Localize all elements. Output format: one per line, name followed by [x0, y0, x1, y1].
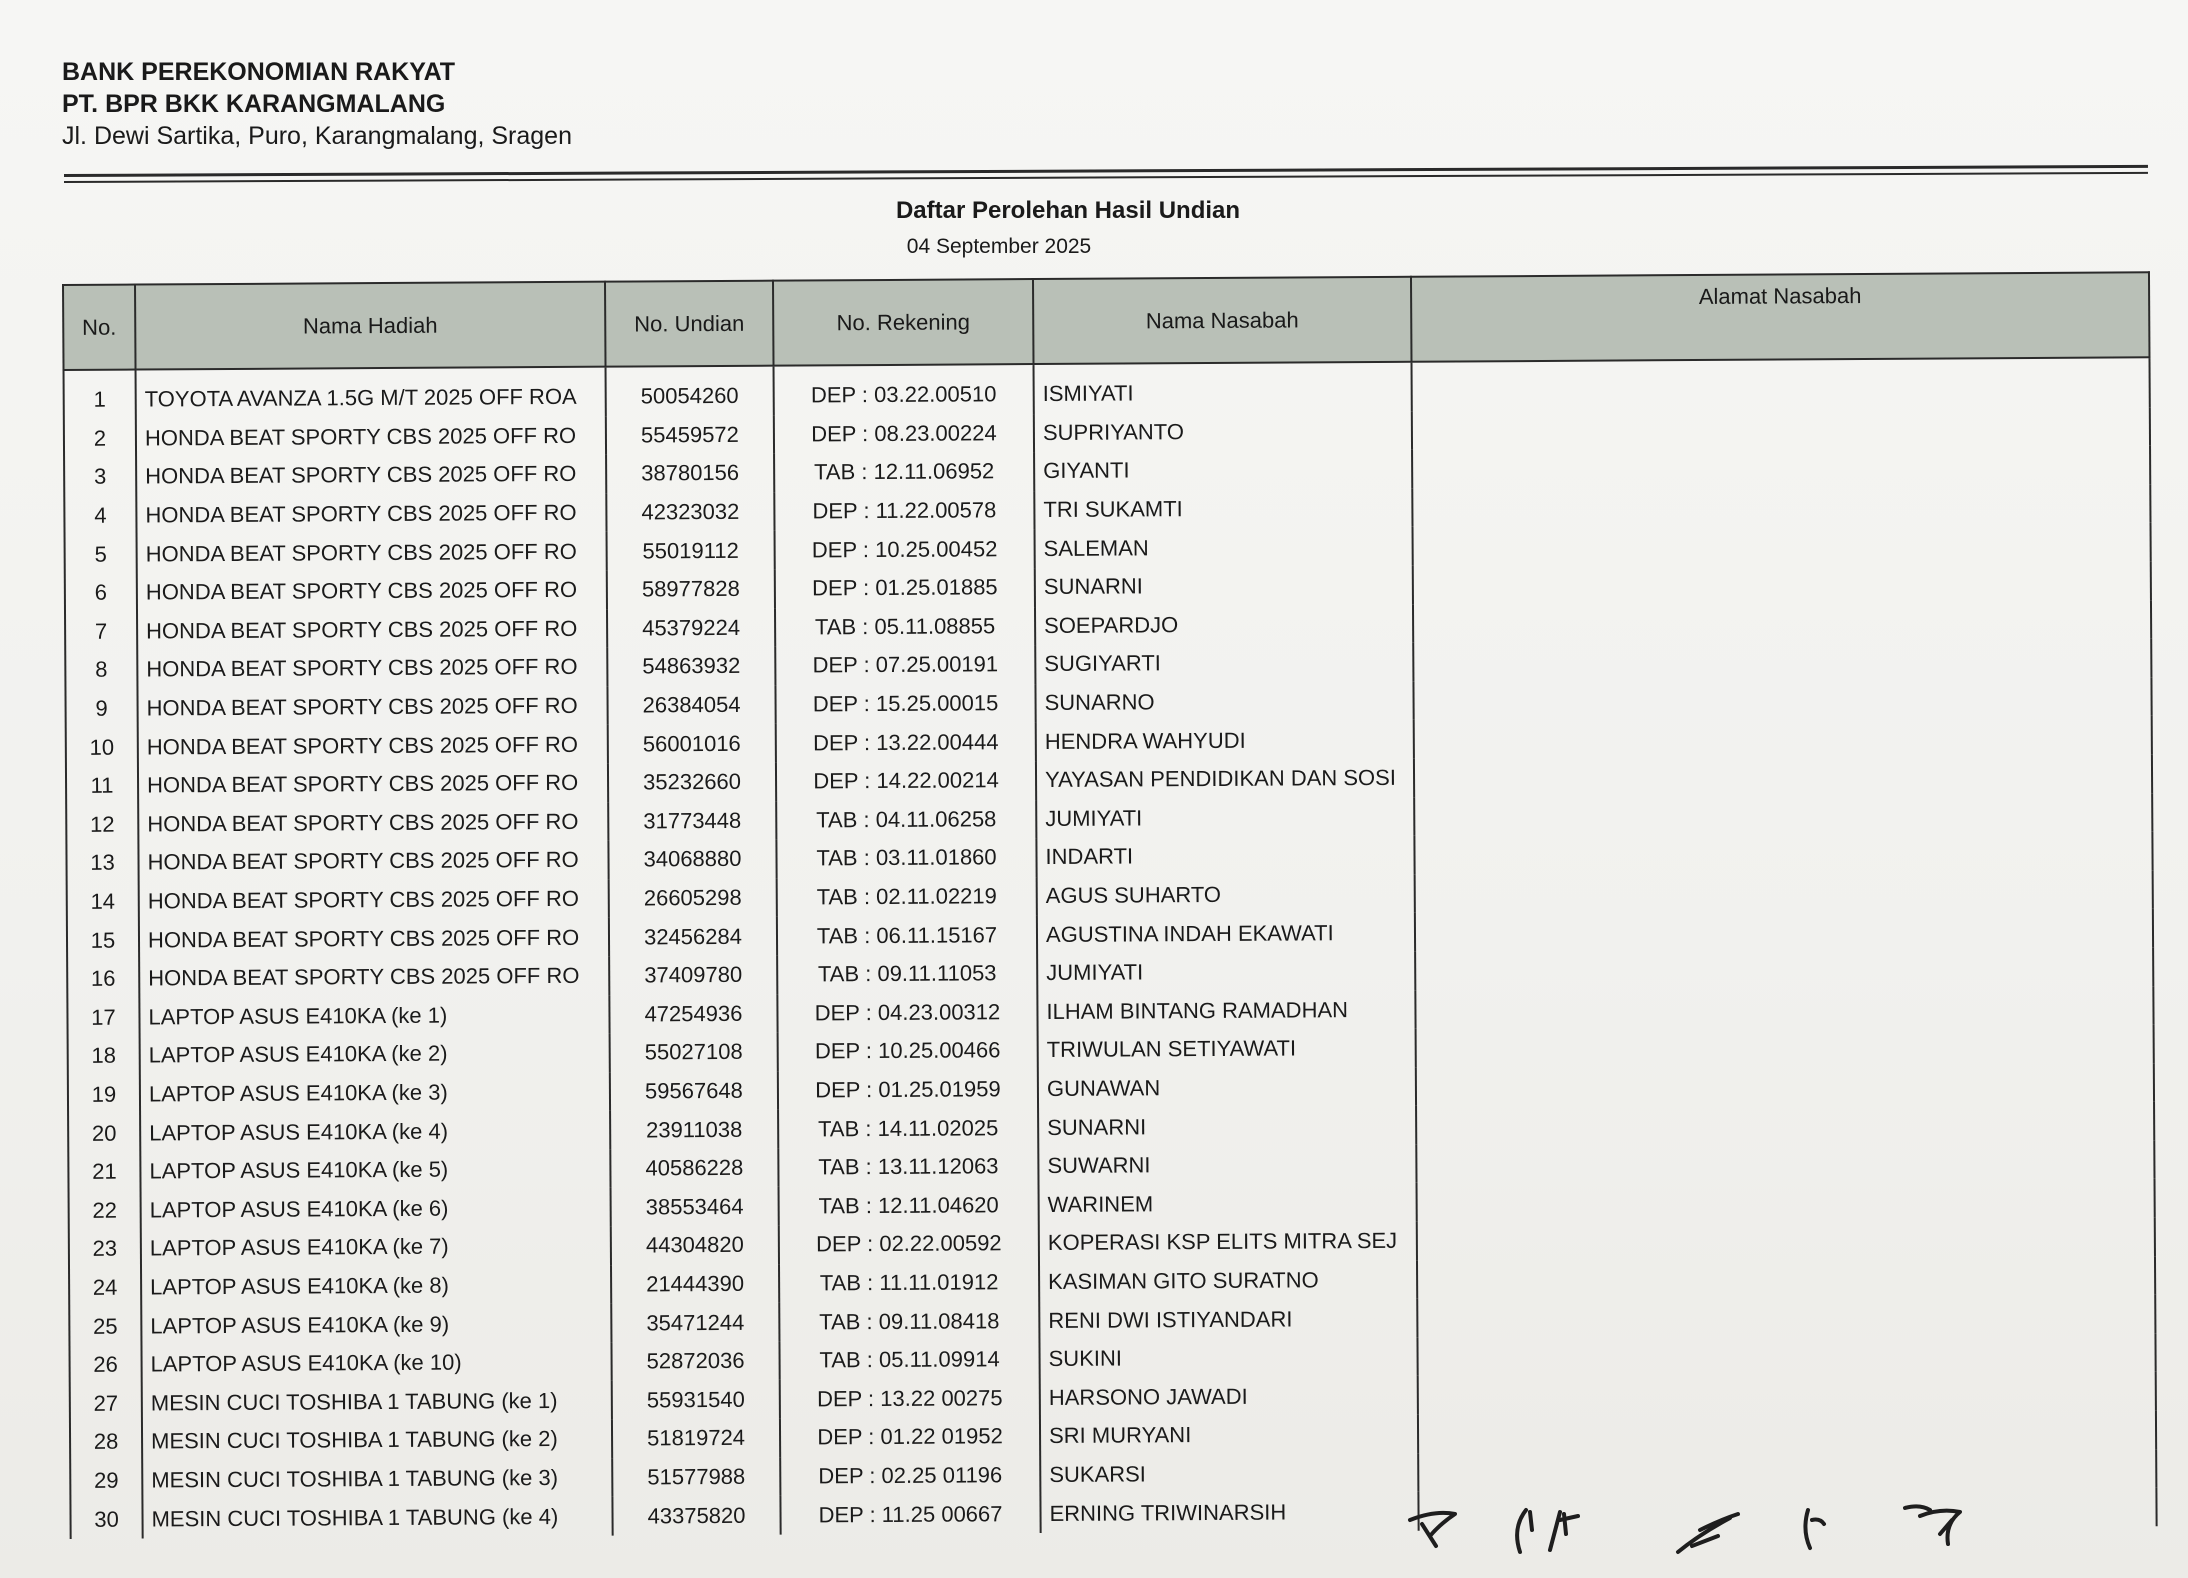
- customer-name: SUKINI: [1039, 1338, 1417, 1379]
- results-table: [62, 271, 2158, 1539]
- account-number: TAB : 03.11.01860: [776, 838, 1036, 878]
- prize-name: MESIN CUCI TOSHIBA 1 TABUNG (ke 3): [142, 1458, 612, 1499]
- customer-name: SUGIYARTI: [1035, 643, 1413, 684]
- header-account-number: No. Rekening: [773, 279, 1034, 366]
- row-number: 5: [65, 535, 137, 574]
- customer-name: SUNARNI: [1035, 566, 1413, 607]
- prize-name: LAPTOP ASUS E410KA (ke 4): [140, 1111, 610, 1152]
- account-number: TAB : 12.11.04620: [779, 1186, 1039, 1226]
- account-number: DEP : 02.22.00592: [779, 1224, 1039, 1264]
- company-address: Jl. Dewi Sartika, Puro, Karangmalang, Sragen: [62, 122, 572, 150]
- letterhead: [62, 56, 572, 152]
- prize-name: MESIN CUCI TOSHIBA 1 TABUNG (ke 2): [142, 1420, 612, 1461]
- header-draw-number: No. Undian: [605, 281, 774, 367]
- customer-address: [1417, 1217, 2155, 1260]
- draw-number: 35471244: [611, 1303, 779, 1343]
- prize-name: LAPTOP ASUS E410KA (ke 2): [140, 1034, 610, 1075]
- customer-name: AGUS SUHARTO: [1037, 874, 1415, 915]
- account-number: TAB : 05.11.09914: [779, 1340, 1039, 1380]
- prize-name: HONDA BEAT SPORTY CBS 2025 OFF RO: [136, 493, 606, 534]
- document-date: 04 September 2025: [906, 235, 1092, 258]
- prize-name: HONDA BEAT SPORTY CBS 2025 OFF RO: [138, 725, 608, 766]
- row-number: 22: [69, 1191, 141, 1230]
- customer-name: KASIMAN GITO SURATNO: [1039, 1260, 1417, 1301]
- account-number: TAB : 09.11.11053: [777, 954, 1037, 994]
- prize-name: LAPTOP ASUS E410KA (ke 6): [141, 1188, 611, 1229]
- header-no: No.: [63, 285, 136, 370]
- draw-number: 21444390: [611, 1264, 779, 1304]
- signature-mark-3: [1678, 1514, 1738, 1552]
- prize-name: HONDA BEAT SPORTY CBS 2025 OFF RO: [137, 571, 607, 612]
- draw-number: 34068880: [608, 840, 776, 880]
- prize-name: LAPTOP ASUS E410KA (ke 1): [139, 995, 609, 1036]
- prize-name: MESIN CUCI TOSHIBA 1 TABUNG (ke 4): [142, 1497, 612, 1538]
- row-number: 19: [68, 1075, 140, 1114]
- account-number: DEP : 02.25 01196: [780, 1456, 1040, 1496]
- draw-number: 58977828: [607, 570, 775, 610]
- account-number: TAB : 11.11.01912: [779, 1263, 1039, 1303]
- row-number: 15: [67, 921, 139, 960]
- draw-number: 26384054: [607, 685, 775, 725]
- prize-name: LAPTOP ASUS E410KA (ke 7): [141, 1227, 611, 1268]
- customer-name: ILHAM BINTANG RAMADHAN: [1037, 990, 1415, 1031]
- customer-name: TRI SUKAMTI: [1034, 489, 1412, 530]
- customer-name: GIYANTI: [1034, 450, 1412, 491]
- draw-number: 40586228: [610, 1149, 778, 1189]
- customer-address: [1416, 1024, 2154, 1067]
- prize-name: HONDA BEAT SPORTY CBS 2025 OFF RO: [137, 532, 607, 573]
- row-number: 6: [65, 574, 137, 613]
- document-title: Daftar Perolehan Hasil Undian: [895, 197, 1241, 224]
- account-number: DEP : 11.25 00667: [780, 1494, 1040, 1534]
- customer-address: [1417, 1256, 2155, 1299]
- row-number: 1: [64, 370, 136, 420]
- prize-name: TOYOTA AVANZA 1.5G M/T 2025 OFF ROA: [136, 367, 606, 419]
- draw-number: 23911038: [610, 1110, 778, 1150]
- signature-initials: [1400, 1490, 2020, 1570]
- account-number: TAB : 12.11.06952: [774, 452, 1034, 492]
- account-number: DEP : 08.23.00224: [774, 414, 1034, 454]
- customer-name: JUMIYATI: [1037, 952, 1415, 993]
- customer-address: [1417, 1179, 2155, 1222]
- prize-name: HONDA BEAT SPORTY CBS 2025 OFF RO: [137, 609, 607, 650]
- prize-name: LAPTOP ASUS E410KA (ke 3): [140, 1072, 610, 1113]
- customer-address: [1417, 1333, 2155, 1376]
- account-number: DEP : 01.25.01885: [775, 568, 1035, 608]
- prize-name: MESIN CUCI TOSHIBA 1 TABUNG (ke 1): [142, 1381, 612, 1422]
- customer-name: SUKARSI: [1040, 1453, 1418, 1494]
- account-number: DEP : 01.22 01952: [780, 1417, 1040, 1457]
- prize-name: LAPTOP ASUS E410KA (ke 5): [140, 1150, 610, 1191]
- header-customer-name: Nama Nasabah: [1033, 277, 1412, 364]
- prize-name: HONDA BEAT SPORTY CBS 2025 OFF RO: [137, 648, 607, 689]
- customer-name: ERNING TRIWINARSIH: [1040, 1492, 1418, 1533]
- row-number: 25: [69, 1307, 141, 1346]
- draw-number: 42323032: [606, 492, 774, 532]
- prize-name: HONDA BEAT SPORTY CBS 2025 OFF RO: [139, 957, 609, 998]
- customer-name: SALEMAN: [1035, 527, 1413, 568]
- customer-address: [1418, 1372, 2156, 1415]
- draw-number: 50054260: [606, 366, 774, 417]
- customer-name: SUNARNI: [1038, 1106, 1416, 1147]
- account-number: DEP : 07.25.00191: [775, 645, 1035, 685]
- signature-mark-1: [1410, 1513, 1455, 1546]
- customer-address: [1416, 1063, 2154, 1106]
- customer-address: [1413, 561, 2151, 604]
- customer-name: WARINEM: [1039, 1183, 1417, 1224]
- draw-number: 32456284: [609, 917, 777, 957]
- prize-name: LAPTOP ASUS E410KA (ke 8): [141, 1265, 611, 1306]
- row-number: 24: [69, 1268, 141, 1307]
- customer-address: [1414, 754, 2152, 797]
- draw-number: 44304820: [611, 1226, 779, 1266]
- customer-address: [1416, 1140, 2154, 1183]
- customer-address: [1412, 445, 2150, 488]
- draw-number: 45379224: [607, 608, 775, 648]
- customer-name: SRI MURYANI: [1040, 1415, 1418, 1456]
- prize-name: HONDA BEAT SPORTY CBS 2025 OFF RO: [138, 764, 608, 805]
- company-name: PT. BPR BKK KARANGMALANG: [62, 90, 446, 118]
- draw-number: 51819724: [612, 1419, 780, 1459]
- draw-number: 56001016: [608, 724, 776, 764]
- row-number: 30: [70, 1500, 142, 1539]
- account-number: DEP : 15.25.00015: [775, 684, 1035, 724]
- prize-name: HONDA BEAT SPORTY CBS 2025 OFF RO: [139, 918, 609, 959]
- account-number: DEP : 10.25.00466: [778, 1031, 1038, 1071]
- customer-name: YAYASAN PENDIDIKAN DAN SOSI: [1036, 759, 1414, 800]
- customer-address: [1415, 947, 2153, 990]
- draw-number: 38780156: [606, 454, 774, 494]
- row-number: 14: [67, 882, 139, 921]
- customer-name: ISMIYATI: [1034, 362, 1412, 414]
- prize-name: HONDA BEAT SPORTY CBS 2025 OFF RO: [136, 416, 606, 457]
- row-number: 18: [68, 1037, 140, 1076]
- customer-name: HENDRA WAHYUDI: [1036, 720, 1414, 761]
- customer-address: [1416, 1102, 2154, 1145]
- signature-mark-5: [1905, 1506, 1960, 1544]
- draw-number: 26605298: [609, 878, 777, 918]
- account-number: DEP : 13.22.00444: [776, 722, 1036, 762]
- customer-address: [1415, 870, 2153, 913]
- row-number: 26: [69, 1345, 141, 1384]
- customer-address: [1414, 716, 2152, 759]
- draw-number: 55019112: [607, 531, 775, 571]
- draw-number: 54863932: [607, 647, 775, 687]
- customer-address: [1415, 909, 2153, 952]
- document-title-wrap: [0, 197, 2188, 225]
- prize-name: HONDA BEAT SPORTY CBS 2025 OFF RO: [139, 879, 609, 920]
- prize-name: HONDA BEAT SPORTY CBS 2025 OFF RO: [138, 841, 608, 882]
- customer-name: SOEPARDJO: [1035, 604, 1413, 645]
- signature-mark-4: [1805, 1510, 1824, 1548]
- customer-name: TRIWULAN SETIYAWATI: [1038, 1029, 1416, 1070]
- customer-name: SUNARNO: [1035, 682, 1413, 723]
- account-number: DEP : 04.23.00312: [777, 993, 1037, 1033]
- account-number: TAB : 05.11.08855: [775, 607, 1035, 647]
- customer-name: INDARTI: [1036, 836, 1414, 877]
- account-number: TAB : 06.11.15167: [777, 915, 1037, 955]
- row-number: 13: [66, 844, 138, 883]
- draw-number: 31773448: [608, 801, 776, 841]
- draw-number: 35232660: [608, 763, 776, 803]
- row-number: 12: [66, 805, 138, 844]
- customer-address: [1418, 1449, 2156, 1492]
- customer-name: GUNAWAN: [1038, 1067, 1416, 1108]
- prize-name: HONDA BEAT SPORTY CBS 2025 OFF RO: [138, 802, 608, 843]
- signature-mark-2: [1517, 1510, 1578, 1552]
- prize-name: LAPTOP ASUS E410KA (ke 9): [141, 1304, 611, 1345]
- row-number: 16: [67, 959, 139, 998]
- draw-number: 55027108: [610, 1033, 778, 1073]
- row-number: 2: [64, 419, 136, 458]
- customer-name: AGUSTINA INDAH EKAWATI: [1037, 913, 1415, 954]
- draw-number: 38553464: [611, 1187, 779, 1227]
- account-number: DEP : 14.22.00214: [776, 761, 1036, 801]
- row-number: 10: [66, 728, 138, 767]
- draw-number: 52872036: [611, 1341, 779, 1381]
- header-customer-address: Alamat Nasabah: [1411, 272, 2150, 362]
- account-number: TAB : 14.11.02025: [778, 1108, 1038, 1148]
- row-number: 11: [66, 766, 138, 805]
- customer-name: KOPERASI KSP ELITS MITRA SEJ: [1039, 1222, 1417, 1263]
- customer-address: [1413, 677, 2151, 720]
- document-date-wrap: [0, 235, 2188, 259]
- bank-name: BANK PEREKONOMIAN RAKYAT: [62, 58, 456, 86]
- account-number: TAB : 13.11.12063: [778, 1147, 1038, 1187]
- row-number: 8: [65, 651, 137, 690]
- results-table-wrap: [62, 271, 2156, 1536]
- draw-number: 51577988: [612, 1457, 780, 1497]
- customer-address: [1415, 986, 2153, 1029]
- draw-number: 43375820: [612, 1496, 780, 1536]
- row-number: 23: [69, 1230, 141, 1269]
- row-number: 17: [67, 998, 139, 1037]
- customer-name: SUWARNI: [1038, 1145, 1416, 1186]
- table-body: [64, 357, 2157, 1539]
- draw-number: 55931540: [612, 1380, 780, 1420]
- row-number: 4: [64, 496, 136, 535]
- customer-name: RENI DWI ISTIYANDARI: [1039, 1299, 1417, 1340]
- draw-number: 47254936: [609, 994, 777, 1034]
- table-header-row: [63, 272, 2149, 370]
- account-number: DEP : 01.25.01959: [778, 1070, 1038, 1110]
- account-number: DEP : 13.22 00275: [780, 1378, 1040, 1418]
- prize-name: LAPTOP ASUS E410KA (ke 10): [141, 1343, 611, 1384]
- customer-address: [1418, 1410, 2156, 1453]
- customer-name: HARSONO JAWADI: [1040, 1376, 1418, 1417]
- customer-address: [1413, 600, 2151, 643]
- customer-address: [1412, 357, 2150, 411]
- customer-address: [1414, 831, 2152, 874]
- account-number: TAB : 09.11.08418: [779, 1301, 1039, 1341]
- row-number: 3: [64, 458, 136, 497]
- customer-name: JUMIYATI: [1036, 797, 1414, 838]
- row-number: 29: [70, 1461, 142, 1500]
- account-number: DEP : 03.22.00510: [774, 364, 1034, 415]
- account-number: DEP : 11.22.00578: [774, 491, 1034, 531]
- customer-address: [1412, 407, 2150, 450]
- account-number: TAB : 02.11.02219: [777, 877, 1037, 917]
- row-number: 9: [65, 689, 137, 728]
- customer-address: [1413, 523, 2151, 566]
- prize-name: HONDA BEAT SPORTY CBS 2025 OFF RO: [136, 455, 606, 496]
- customer-address: [1414, 793, 2152, 836]
- row-number: 27: [70, 1384, 142, 1423]
- row-number: 28: [70, 1423, 142, 1462]
- row-number: 7: [65, 612, 137, 651]
- customer-name: SUPRIYANTO: [1034, 411, 1412, 452]
- account-number: TAB : 04.11.06258: [776, 800, 1036, 840]
- row-number: 20: [68, 1114, 140, 1153]
- row-number: 21: [68, 1152, 140, 1191]
- draw-number: 37409780: [609, 956, 777, 996]
- account-number: DEP : 10.25.00452: [775, 529, 1035, 569]
- customer-address: [1417, 1294, 2155, 1337]
- customer-address: [1412, 484, 2150, 527]
- draw-number: 59567648: [610, 1071, 778, 1111]
- header-prize-name: Nama Hadiah: [135, 282, 606, 370]
- draw-number: 55459572: [606, 415, 774, 455]
- prize-name: HONDA BEAT SPORTY CBS 2025 OFF RO: [137, 686, 607, 727]
- customer-address: [1413, 638, 2151, 681]
